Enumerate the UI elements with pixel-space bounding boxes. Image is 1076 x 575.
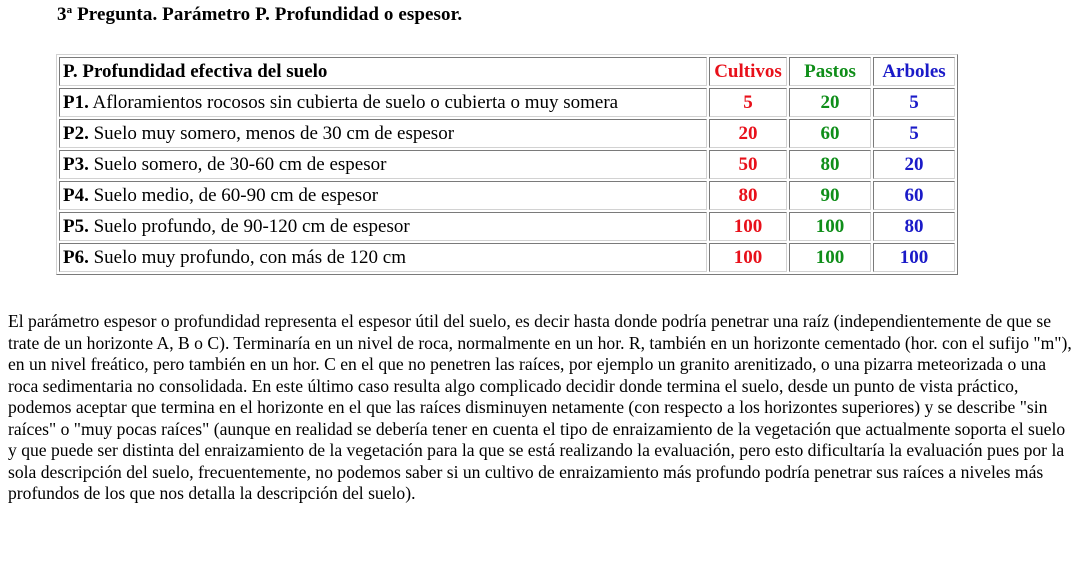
cell-pastos: 60 — [789, 119, 871, 148]
cell-pastos: 100 — [789, 212, 871, 241]
row-code: P5. — [63, 216, 89, 237]
heading-ordinal-suffix: a — [66, 4, 73, 16]
heading-text: Pregunta. Parámetro P. Profundidad o espesor. — [72, 4, 463, 25]
table-row — [59, 119, 955, 148]
cell-pastos: 90 — [789, 181, 871, 210]
row-desc-text: Suelo medio, de 60-90 cm de espesor — [88, 185, 379, 206]
cell-cultivos: 20 — [709, 119, 787, 148]
cell-cultivos: 100 — [709, 212, 787, 241]
row-desc-text: Suelo profundo, de 90-120 cm de espesor — [88, 216, 410, 237]
table-row — [59, 243, 955, 272]
table-row — [59, 212, 955, 241]
header-title-cell: P. Profundidad efectiva del suelo — [59, 57, 707, 86]
cell-pastos: 20 — [789, 88, 871, 117]
row-desc-text: Suelo muy profundo, con más de 120 cm — [88, 247, 407, 268]
table-row — [59, 150, 955, 179]
cell-arboles: 5 — [873, 88, 955, 117]
row-desc-text: Afloramientos rocosos sin cubierta de suelo o cubierta o muy somera — [88, 92, 619, 113]
cell-cultivos: 100 — [709, 243, 787, 272]
table-header-row — [59, 57, 955, 86]
table-row — [59, 88, 955, 117]
cell-cultivos: 50 — [709, 150, 787, 179]
row-description — [59, 88, 707, 117]
cell-arboles: 100 — [873, 243, 955, 272]
heading-number: 3 — [57, 4, 67, 25]
header-arboles: Arboles — [873, 57, 955, 86]
row-desc-text: Suelo somero, de 30-60 cm de espesor — [88, 154, 387, 175]
depth-parameter-table — [56, 54, 958, 275]
page-heading — [57, 4, 462, 26]
header-cultivos: Cultivos — [709, 57, 787, 86]
cell-cultivos: 80 — [709, 181, 787, 210]
cell-arboles: 60 — [873, 181, 955, 210]
cell-pastos: 100 — [789, 243, 871, 272]
row-code: P1. — [63, 92, 89, 113]
row-code: P4. — [63, 185, 89, 206]
header-pastos: Pastos — [789, 57, 871, 86]
row-code: P2. — [63, 123, 89, 144]
row-description — [59, 212, 707, 241]
cell-pastos: 80 — [789, 150, 871, 179]
row-description — [59, 150, 707, 179]
row-code: P6. — [63, 247, 89, 268]
cell-cultivos: 5 — [709, 88, 787, 117]
row-description — [59, 243, 707, 272]
cell-arboles: 80 — [873, 212, 955, 241]
cell-arboles: 20 — [873, 150, 955, 179]
explanation-paragraph: El parámetro espesor o profundidad representa el espesor útil del suelo, es decir hasta donde podría penetrar una raíz (independientemente de que se trate de un horizonte A, B o C). Terminaría en un nivel de roca, normalmente en un hor. R, también en un horizonte cementado (hor. con el sufijo "m"), en un nivel freático, pero también en un hor. C en el que no penetren las raíces, por ejemplo un granito arenitizado, o una pizarra meteorizada o una roca sedimentaria no consolidada. En este último caso resulta algo complicado decidir donde termina el suelo, desde un punto de vista práctico, podemos aceptar que termina en el horizonte en el que las raíces disminuyen netamente (con respecto a los horizontes superiores) y se describe "sin raíces" o "muy pocas raíces" (aunque en realidad se debería tener en cuenta el tipo de enraizamiento de la vegetación que actualmente soporta el suelo y que puede ser distinta del enraizamiento de la vegetación para la que se está realizando la evaluación, pero esto dificultaría la evaluación pues por la sola descripción del suelo, frecuentemente, no podemos saber si un cultivo de enraizamiento más profundo podría penetrar sus raíces a niveles más profundos de los que nos detalla la descripción del suelo). — [8, 311, 1072, 503]
row-description — [59, 181, 707, 210]
table-row — [59, 181, 955, 210]
cell-arboles: 5 — [873, 119, 955, 148]
row-description — [59, 119, 707, 148]
row-code: P3. — [63, 154, 89, 175]
row-desc-text: Suelo muy somero, menos de 30 cm de espesor — [88, 123, 455, 144]
